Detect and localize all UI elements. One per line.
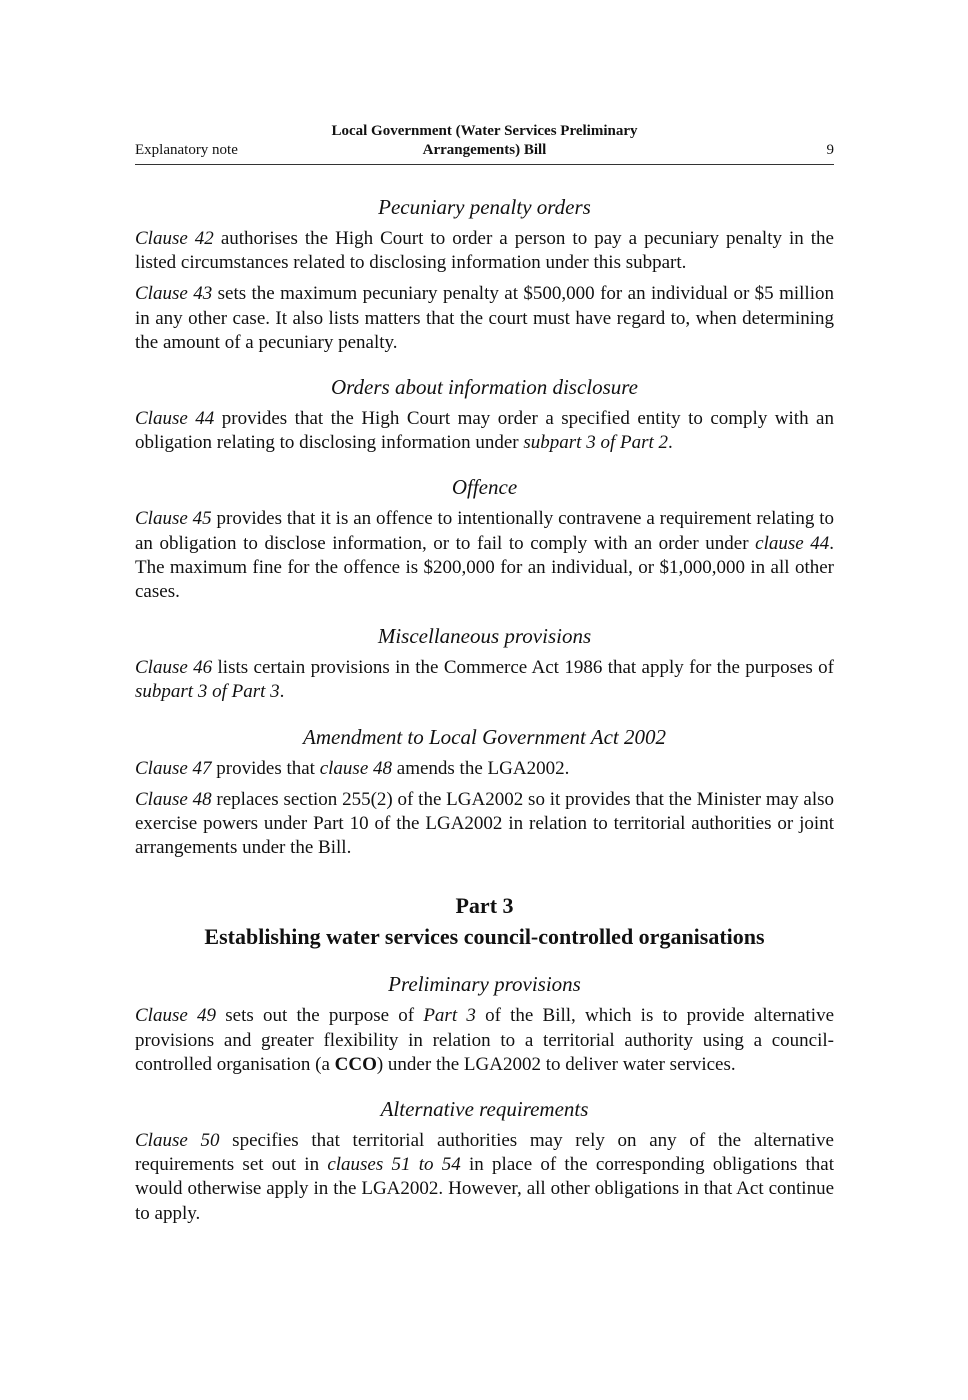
text: sets out the purpose of <box>216 1005 424 1027</box>
paragraph <box>135 507 834 604</box>
text: replaces section 255(2) of the LGA2002 so it provides that the Minister may also exercise powers under Part 10 of the LGA2002 in relation to territorial authorities or joint arrangements under the Bill. <box>135 788 834 859</box>
paragraph <box>135 407 834 455</box>
clause-ref: Clause 49 <box>135 1005 217 1027</box>
section-heading: Offence <box>451 475 518 500</box>
text: specifies that territorial authorities may rely on any of the alternative requirements set out in <box>135 1130 834 1176</box>
defined-term: CCO <box>334 1053 377 1075</box>
text: amends the LGA2002. <box>392 757 570 779</box>
paragraph <box>135 282 834 355</box>
header-title-line: Local Government (Water Services Preliminary <box>331 123 638 139</box>
text: of the Bill, which is to provide alternative provisions and greater flexibility in relation to a territorial authority using a council-controlled organisation (a <box>135 1005 835 1075</box>
clause-ref: Clause 42 <box>135 228 214 249</box>
text: sets the maximum pecuniary penalty at $500,000 for an individual or $5 million in any other case. It also lists matters that the court must have regard to, when determining the amount of a pecuniary penalty. <box>135 283 834 353</box>
page-number: 9 <box>826 142 834 158</box>
cross-ref: clause 48 <box>319 757 393 779</box>
part-heading <box>135 890 834 952</box>
section-heading: Preliminary provisions <box>388 972 581 997</box>
text: . The maximum fine for the offence is $200,000 for an individual, or $1,000,000 in all other cases. <box>135 532 834 603</box>
paragraph <box>135 656 834 704</box>
text: ) under the LGA2002 to deliver water services. <box>376 1053 736 1075</box>
paragraph <box>135 227 834 275</box>
paragraph <box>135 1004 834 1077</box>
clause-ref: Clause 47 <box>135 757 212 779</box>
cross-ref: clauses 51 to 54 <box>327 1154 461 1176</box>
text: provides that it is an offence to intentionally contravene a requirement relating to an obligation to disclose information, or to fail to comply with an order under <box>135 508 835 554</box>
cross-ref: subpart 3 of Part 2 <box>523 432 669 454</box>
text: provides that <box>211 757 320 779</box>
part-number: Part 3 <box>455 893 514 919</box>
text: . <box>279 681 285 703</box>
section-heading: Miscellaneous provisions <box>377 624 592 649</box>
clause-ref: Clause 44 <box>135 408 215 430</box>
header-section: Explanatory note <box>135 142 238 158</box>
section-heading: Pecuniary penalty orders <box>378 195 591 219</box>
text: provides that the High Court may order a specified entity to comply with an obligation relating to disclosing information under <box>135 408 834 454</box>
section-heading: Orders about information disclosure <box>330 375 639 400</box>
clause-ref: Clause 46 <box>135 657 213 679</box>
text: in place of the corresponding obligations that would otherwise apply in the LGA2002. However, all other obligations in that Act continue to apply. <box>135 1154 834 1224</box>
text: . <box>668 432 673 454</box>
paragraph <box>135 788 834 861</box>
cross-ref: subpart 3 of Part 3 <box>135 681 280 703</box>
running-header <box>135 120 834 165</box>
section-heading: Alternative requirements <box>380 1097 589 1122</box>
cross-ref: clause 44 <box>755 532 830 554</box>
section-heading: Amendment to Local Government Act 2002 <box>303 724 666 749</box>
paragraph <box>135 757 834 781</box>
document-body <box>135 194 834 1233</box>
text: lists certain provisions in the Commerce Act 1986 that apply for the purposes of <box>212 657 834 679</box>
part-title: Establishing water services council-controlled organisations <box>204 924 765 950</box>
header-title-line: Arrangements) Bill <box>422 142 547 158</box>
clause-ref: Clause 43 <box>135 283 213 305</box>
clause-ref: Clause 50 <box>135 1130 220 1152</box>
cross-ref: Part 3 <box>423 1005 476 1027</box>
paragraph <box>135 1129 834 1226</box>
clause-ref: Clause 45 <box>135 508 212 530</box>
text: authorises the High Court to order a person to pay a pecuniary penalty in the listed circumstances related to disclosing information under this subpart. <box>135 228 834 274</box>
header-title <box>135 122 834 160</box>
clause-ref: Clause 48 <box>135 788 212 810</box>
